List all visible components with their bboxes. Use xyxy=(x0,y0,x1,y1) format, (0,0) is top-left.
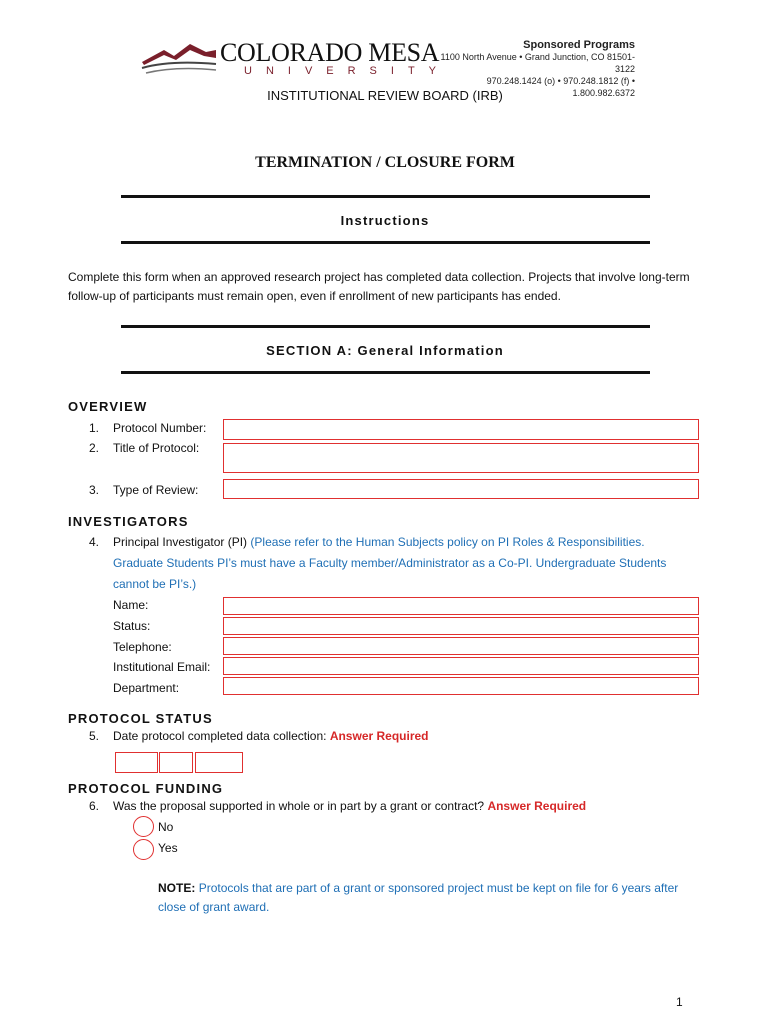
pi-email-label: Institutional Email: xyxy=(113,660,211,674)
required-marker: Answer Required xyxy=(487,799,587,813)
form-title: TERMINATION / CLOSURE FORM xyxy=(255,154,515,171)
date-year-input[interactable] xyxy=(195,752,243,773)
divider xyxy=(121,241,650,244)
pi-policy-note: (Please refer to the Human Subjects policy on PI Roles & Responsibilities. xyxy=(250,535,645,549)
grant-question-label xyxy=(113,799,586,813)
office-address: 1100 North Avenue • Grand Junction, CO 81501-3122 xyxy=(440,52,635,74)
logo-subtitle: UNIVERSITY xyxy=(244,65,451,77)
note-text: Protocols that are part of a grant or sponsored project must be kept on file for 6 years after close of grant award. xyxy=(158,881,679,914)
funding-note xyxy=(158,879,698,917)
office-title: Sponsored Programs xyxy=(523,39,635,51)
pi-policy-note: cannot be PI’s.) xyxy=(113,577,197,591)
mountain-logo-icon xyxy=(140,38,218,78)
pi-status-input[interactable] xyxy=(223,617,699,635)
board-heading: INSTITUTIONAL REVIEW BOARD (IRB) xyxy=(267,88,503,103)
protocol-number-input[interactable] xyxy=(223,419,699,440)
overview-heading: OVERVIEW xyxy=(68,399,148,414)
item-number: 4. xyxy=(89,535,100,549)
pi-department-label: Department: xyxy=(113,681,180,695)
required-marker: Answer Required xyxy=(329,729,429,743)
item-number: 6. xyxy=(89,799,100,813)
divider xyxy=(121,195,650,198)
grant-question-text: Was the proposal supported in whole or in part by a grant or contract? xyxy=(113,799,485,813)
review-type-input[interactable] xyxy=(223,479,699,499)
pi-telephone-input[interactable] xyxy=(223,637,699,655)
date-day-input[interactable] xyxy=(159,752,193,773)
protocol-title-input[interactable] xyxy=(223,443,699,473)
investigators-heading: INVESTIGATORS xyxy=(68,514,189,529)
pi-label-text: Principal Investigator (PI) xyxy=(113,535,248,549)
date-month-input[interactable] xyxy=(115,752,158,773)
university-logo xyxy=(140,38,451,80)
pi-telephone-label: Telephone: xyxy=(113,640,172,654)
pi-label xyxy=(113,535,645,549)
page-number: 1 xyxy=(676,995,683,1009)
instructions-text: Complete this form when an approved research project has completed data collection. Projects that involve long-term follow-up of participants must remain open, even if enrollment of new participants has ended. xyxy=(68,270,690,303)
office-phones: 970.248.1424 (o) • 970.248.1812 (f) • 1.800.982.6372 xyxy=(486,76,635,98)
radio-yes-label: Yes xyxy=(158,841,178,855)
radio-yes[interactable] xyxy=(133,839,154,860)
review-type-label: Type of Review: xyxy=(113,483,199,497)
divider xyxy=(121,371,650,374)
pi-email-input[interactable] xyxy=(223,657,699,675)
protocol-funding-heading: PROTOCOL FUNDING xyxy=(68,781,224,796)
completion-date-label xyxy=(113,729,429,743)
protocol-title-label: Title of Protocol: xyxy=(113,441,200,455)
instructions-heading: Instructions xyxy=(340,213,430,228)
pi-name-input[interactable] xyxy=(223,597,699,615)
pi-policy-note: Graduate Students PI’s must have a Faculty member/Administrator as a Co-PI. Undergraduate Students xyxy=(113,556,667,570)
pi-status-label: Status: xyxy=(113,619,151,633)
divider xyxy=(121,325,650,328)
pi-department-input[interactable] xyxy=(223,677,699,695)
item-number: 5. xyxy=(89,729,100,743)
note-label: NOTE: xyxy=(158,881,196,895)
protocol-status-heading: PROTOCOL STATUS xyxy=(68,711,213,726)
completion-date-text: Date protocol completed data collection: xyxy=(113,729,327,743)
protocol-number-label: Protocol Number: xyxy=(113,421,207,435)
item-number: 2. xyxy=(89,441,100,455)
section-a-heading: SECTION A: General Information xyxy=(266,343,504,358)
item-number: 1. xyxy=(89,421,100,435)
radio-no-label: No xyxy=(158,820,174,834)
pi-name-label: Name: xyxy=(113,598,149,612)
radio-no[interactable] xyxy=(133,816,154,837)
item-number: 3. xyxy=(89,483,100,497)
logo-wordmark: COLORADO MESA xyxy=(220,38,440,67)
